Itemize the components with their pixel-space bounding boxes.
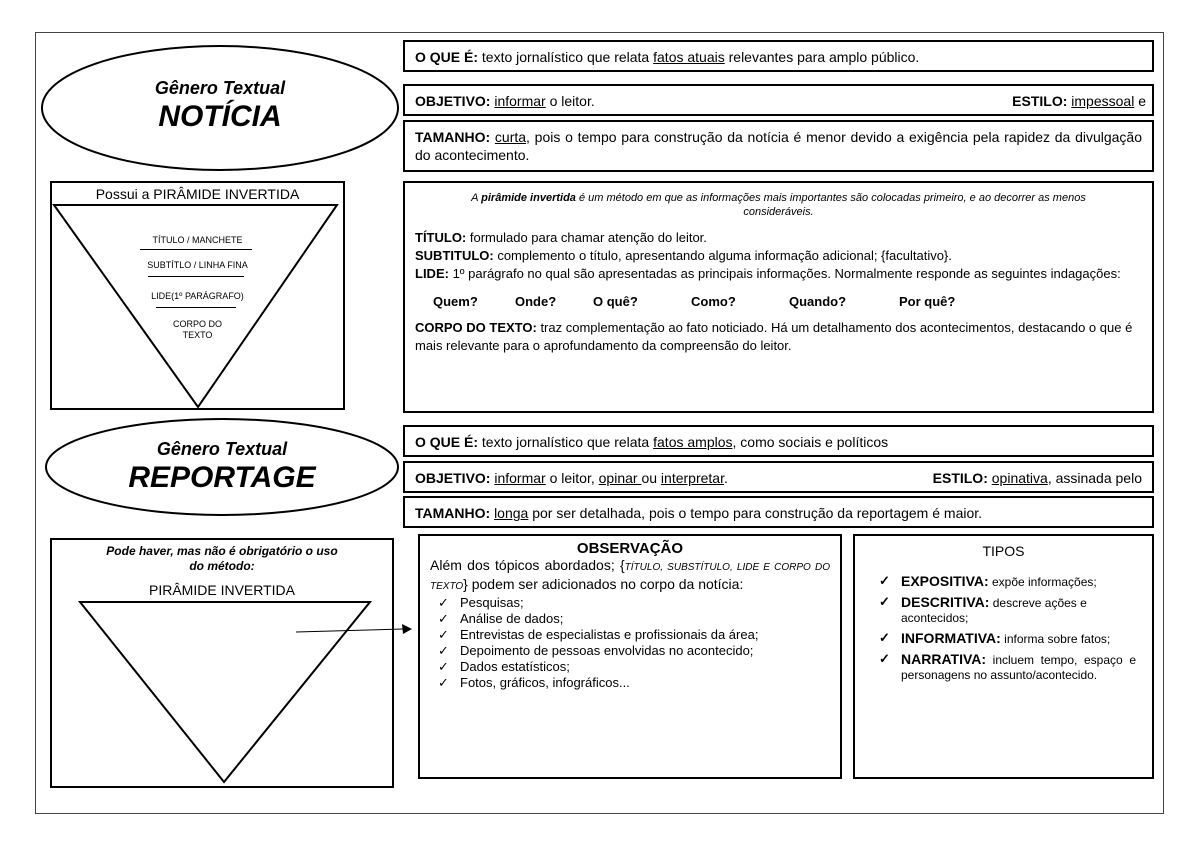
reportagem-objetivo-box [403,461,1154,493]
pergunta-quando: Quando? [789,294,847,309]
lide-def-text: 1º parágrafo no qual são apresentadas as principais informações. Normalmente responde as seguintes indagações: [448,266,1121,281]
noticia-oque-box [403,40,1154,72]
pergunta-onde: Onde? [515,294,557,309]
noticia-tamanho-highlight: curta [494,129,527,145]
perguntas-row [433,293,1142,311]
subtitulo-def-label: SUBTITULO: [415,248,494,263]
arrow-icon [290,620,420,640]
piramide-intro-pre: A [471,192,482,204]
reportagem-title: REPORTAGE [128,461,316,494]
noticia-oque-label: O QUE É: [415,49,479,65]
reportagem-tamanho-highlight: longa [494,505,529,521]
reportagem-oque-text-end: , como sociais e políticos [732,434,889,450]
noticia-oque-text-end: relevantes para amplo público. [724,49,920,65]
reportagem-piramide-note-2: do método: [189,559,255,573]
reportagem-objetivo-text-2: ou [641,470,661,486]
noticia-ellipse [40,44,400,172]
observacao-intro [430,557,830,595]
piramide-intro [415,191,1142,219]
subtitulo-def-text: complemento o título, apresentando alguma informação adicional; {facultativo}. [493,248,952,263]
tipo-descritiva-text: descreve ações e acontecidos; [901,596,1087,625]
observacao-title: OBSERVAÇÃO [576,540,684,557]
noticia-objetivo-label: OBJETIVO: [415,93,491,109]
reportagem-objetivo-informar: informar [494,470,546,486]
reportagem-piramide-box [50,538,394,788]
subtitulo-def [415,247,1142,265]
corpo-def-text: traz complementação ao fato noticiado. Há um detalhamento dos acontecimentos, destacando o que é mais relevante para o aprofundamento da compreensão do leitor. [415,320,1133,353]
reportagem-estilo-highlight: opinativa [991,470,1048,486]
reportagem-objetivo-opinar: opinar [598,470,642,486]
lide-def [415,265,1142,283]
noticia-oque-text: texto jornalístico que relata [478,49,654,65]
pergunta-por-que: Por quê? [899,294,956,309]
tipo-narrativa-label: NARRATIVA: [901,651,987,667]
noticia-explicacao-box [403,181,1154,413]
reportagem-tamanho-text: por ser detalhada, pois o tempo para construção da reportagem é maior. [528,505,983,521]
titulo-def-text: formulado para chamar atenção do leitor. [466,230,707,245]
noticia-objetivo-text: o leitor. [545,93,595,109]
observacao-list [430,595,830,691]
piramide-intro-text: é um método em que as informações mais importantes são colocadas primeiro, e ao decorrer as menos consideráveis. [575,192,1086,218]
noticia-estilo-label: ESTILO: [1012,93,1068,109]
observacao-item: ✓ Dados estatísticos; [430,659,830,675]
observacao-item: ✓ Pesquisas; [430,595,830,611]
tipo-descritiva-label: DESCRITIVA: [901,594,990,610]
reportagem-estilo [933,469,1142,487]
observacao-item: ✓ Depoimento de pessoas envolvidas no acontecido; [430,643,830,659]
reportagem-ellipse [44,417,400,517]
tipos-title: TIPOS [982,543,1025,559]
titulo-def-label: TÍTULO: [415,230,467,245]
reportagem-genero-label: Gênero Textual [156,439,288,459]
lide-def-label: LIDE: [415,266,449,281]
observacao-intro-pre: Além dos tópicos abordados; { [430,557,625,573]
noticia-objetivo-box [403,84,1154,116]
noticia-piramide-corpo-2: TEXTO [182,330,213,340]
noticia-tamanho-label: TAMANHO: [415,129,491,145]
noticia-tamanho-box [403,120,1154,172]
tipo-expositiva-label: EXPOSITIVA: [901,573,989,589]
noticia-oque-highlight: fatos atuais [653,49,725,65]
noticia-genero-label: Gênero Textual [154,78,286,98]
noticia-piramide-box [50,181,345,410]
observacao-item: ✓ Análise de dados; [430,611,830,627]
tipo-descritiva [871,595,1136,625]
corpo-def-label: CORPO DO TEXTO: [415,320,537,335]
reportagem-oque-text: texto jornalístico que relata [478,434,654,450]
titulo-def [415,229,1142,247]
noticia-piramide-corpo-1: CORPO DO [172,319,222,329]
pergunta-quem: Quem? [433,294,478,309]
tipos-list [871,574,1136,682]
reportagem-objetivo-text-3: . [723,470,728,486]
noticia-piramide-divider-3 [156,307,236,308]
observacao-box [418,534,842,779]
observacao-item: ✓ Fotos, gráficos, infográficos... [430,675,830,691]
corpo-def [415,319,1142,355]
noticia-piramide-divider-1 [140,249,252,250]
noticia-piramide-title: Possui a PIRÂMIDE INVERTIDA [95,186,300,202]
reportagem-oque-highlight: fatos amplos [653,434,733,450]
noticia-tamanho-text: , pois o tempo para construção da notícia é menor devido a exigência pela rapidez da divulgação do acontecimento. [415,129,1143,163]
reportagem-oque-box [403,425,1154,457]
noticia-piramide-divider-2 [148,276,244,277]
noticia-title: NOTÍCIA [158,100,282,133]
tipo-narrativa [871,652,1136,682]
tipos-box [853,534,1154,779]
piramide-intro-bold: pirâmide invertida [481,192,576,204]
tipo-narrativa-text: incluem tempo, espaço e personagens no assunto/acontecido. [901,653,1136,682]
noticia-estilo-text: e [1134,93,1146,109]
noticia-objetivo-highlight: informar [494,93,546,109]
pergunta-como: Como? [691,294,736,309]
noticia-estilo [1012,92,1146,110]
pergunta-o-que: O quê? [593,294,638,309]
noticia-estilo-highlight: impessoal [1071,93,1135,109]
reportagem-oque-label: O QUE É: [415,434,479,450]
observacao-intro-post: } podem ser adicionados no corpo da notícia: [463,576,744,592]
observacao-item: ✓ Entrevistas de especialistas e profissionais da área; [430,627,830,643]
reportagem-piramide-title: PIRÂMIDE INVERTIDA [149,582,295,598]
reportagem-estilo-label: ESTILO: [932,470,988,486]
noticia-piramide-subtitulo: SUBTÍTLO / LINHA FINA [147,260,248,270]
reportagem-objetivo-interpretar: interpretar [660,470,724,486]
observacao-intro-topics: TÍTULO, SUBSTÍTULO, LIDE E CORPO DO TEXTO [430,562,830,592]
tipo-expositiva [871,574,1136,589]
noticia-piramide-lide: LIDE(1º PARÁGRAFO) [151,291,244,301]
tipo-informativa [871,631,1136,646]
reportagem-tamanho-box [403,496,1154,528]
noticia-piramide-titulo: TÍTULO / MANCHETE [152,235,243,245]
reportagem-tamanho-label: TAMANHO: [415,505,491,521]
reportagem-objetivo-text-1: o leitor, [545,470,599,486]
reportagem-objetivo-label: OBJETIVO: [415,470,491,486]
reportagem-estilo-text: , assinada pelo [1047,470,1142,486]
tipo-informativa-label: INFORMATIVA: [901,630,1001,646]
reportagem-piramide-note-1: Pode haver, mas não é obrigatório o uso [106,544,338,558]
tipo-expositiva-text: expõe informações; [988,575,1097,589]
tipo-informativa-text: informa sobre fatos; [1000,632,1111,646]
